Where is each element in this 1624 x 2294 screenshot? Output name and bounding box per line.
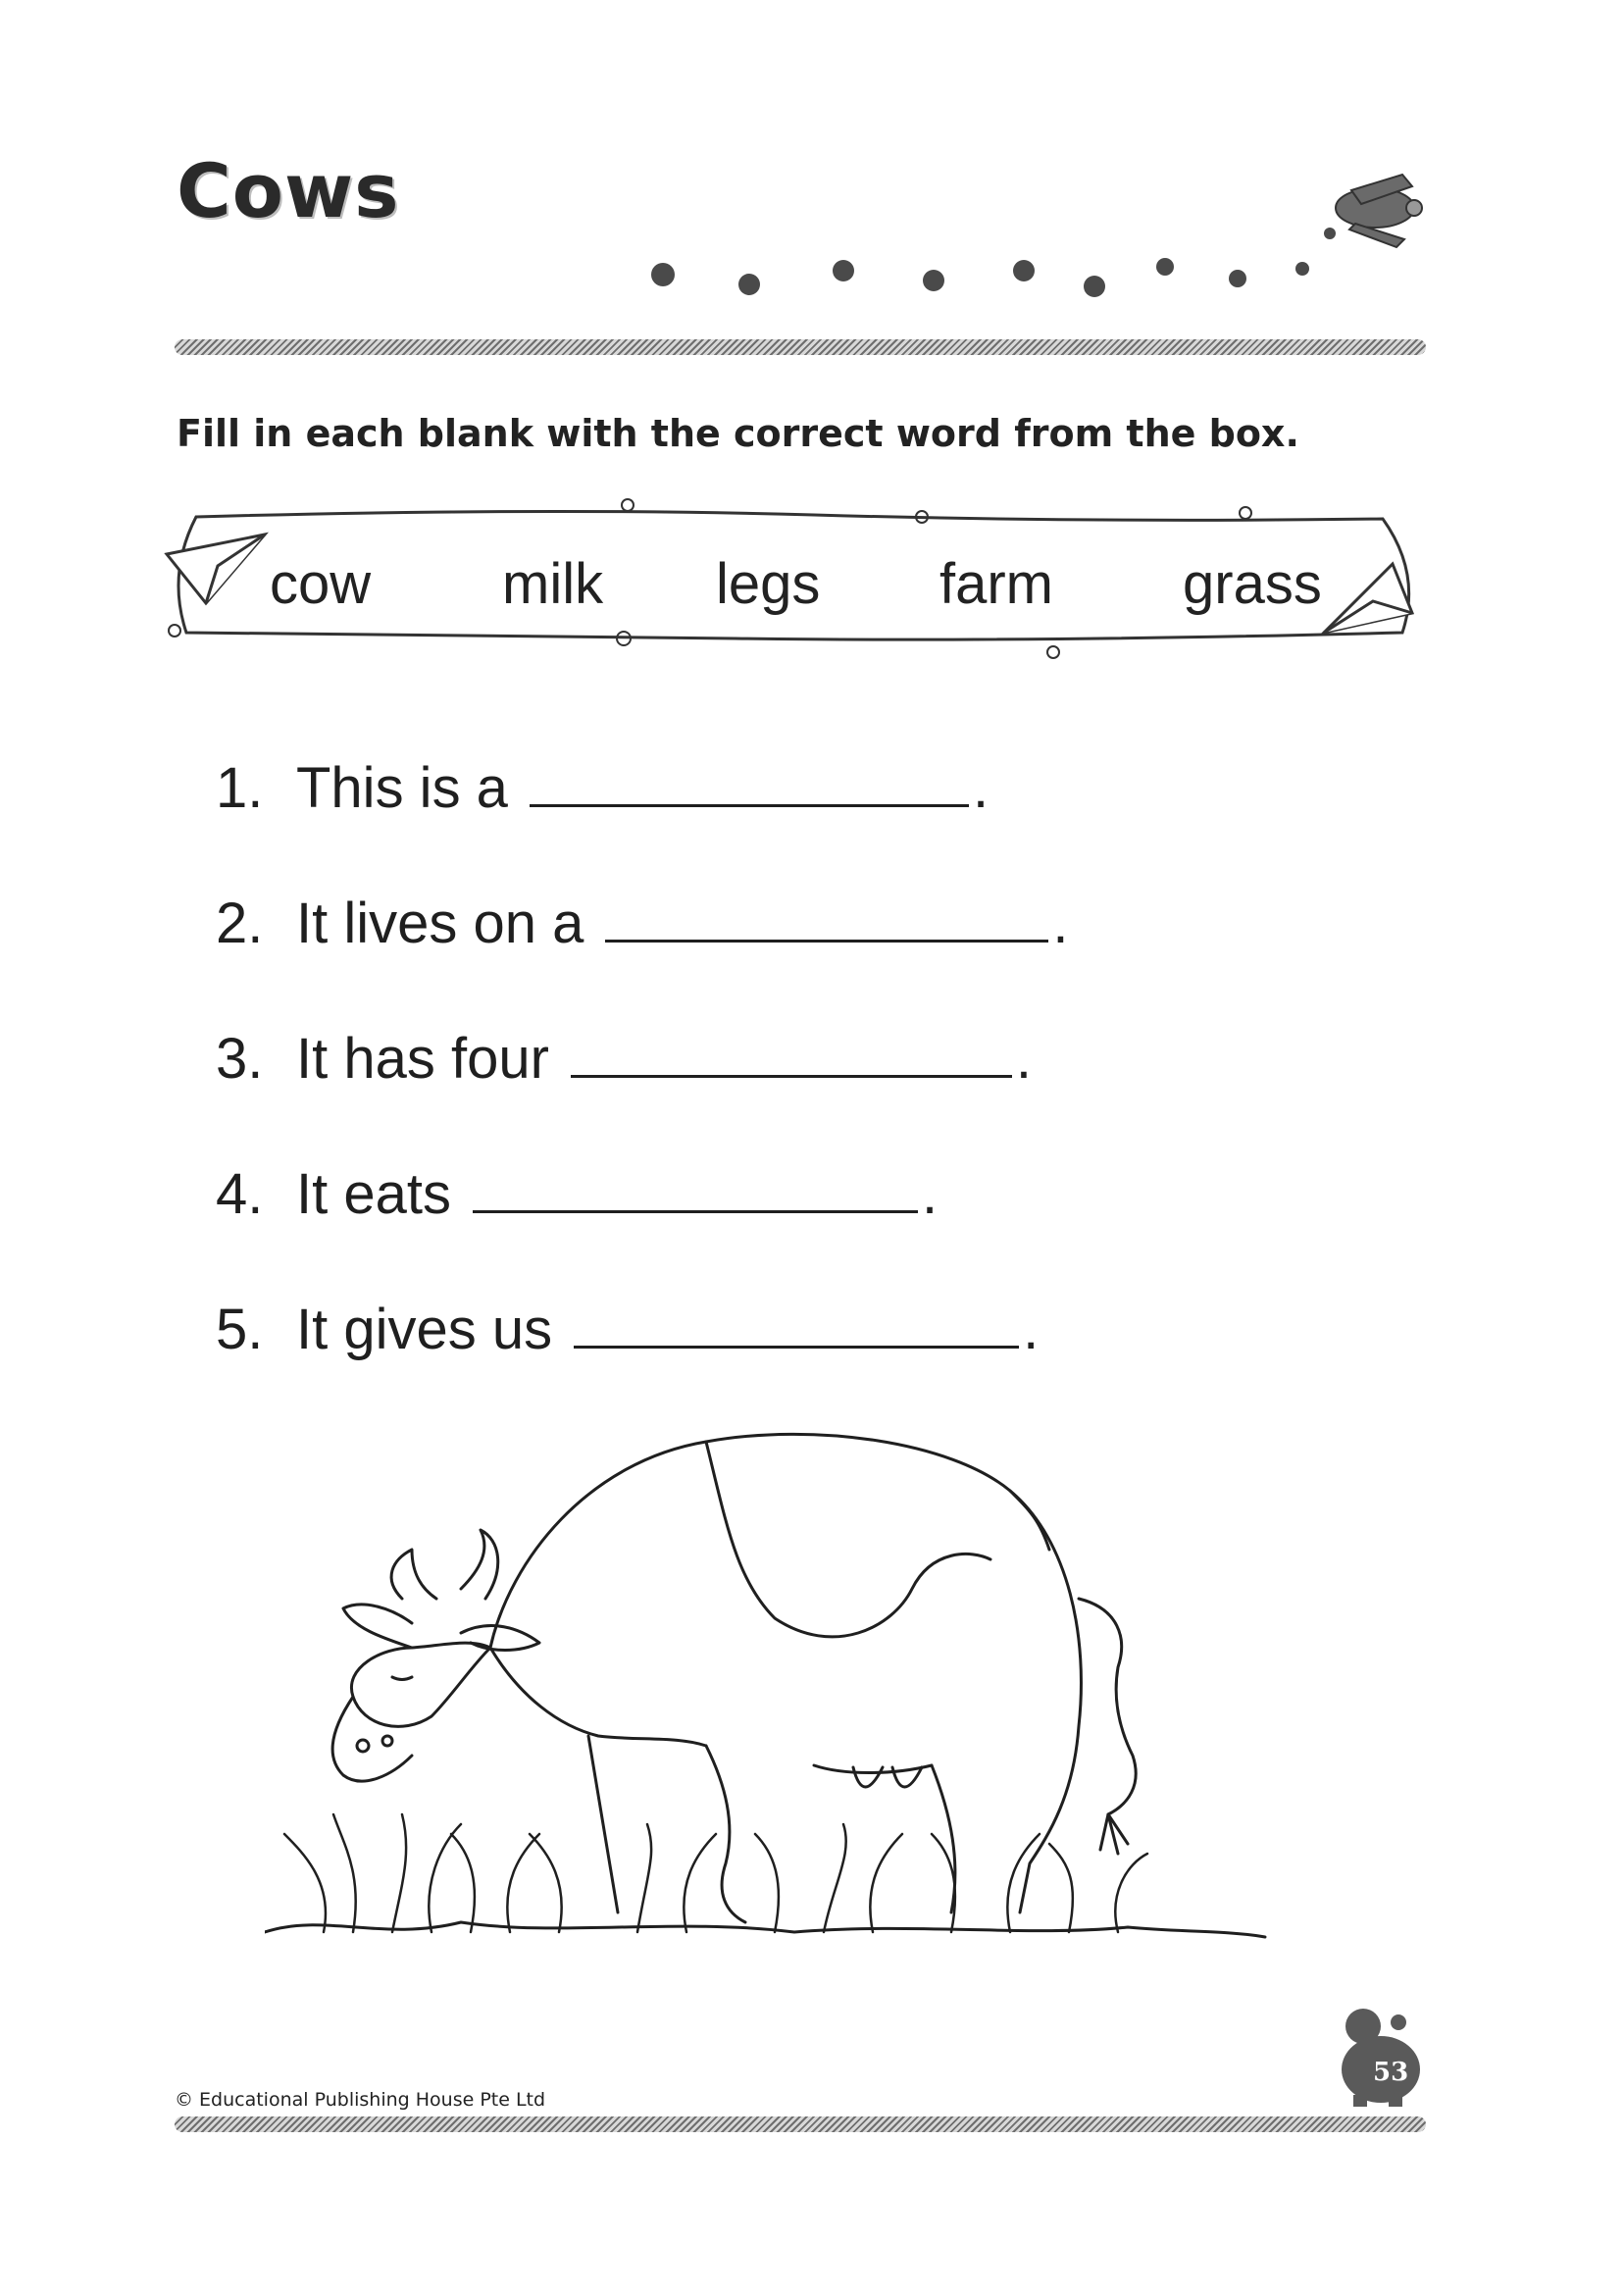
answer-blank[interactable] [473,1171,918,1213]
cow-grazing-illustration [265,1402,1285,1971]
question-row [216,1161,938,1240]
word-box-item: legs [716,552,821,616]
answer-blank[interactable] [605,900,1048,943]
bottom-divider [175,2116,1426,2132]
page-number: 53 [1373,2058,1409,2087]
answer-blank[interactable] [574,1306,1019,1349]
question-end: . [1023,1298,1040,1361]
question-number: 5. [216,1298,264,1361]
question-row [216,1026,1032,1104]
question-text: It lives on a [296,892,584,955]
question-number: 2. [216,892,264,955]
instruction-text: Fill in each blank with the correct word from the box. [177,412,1299,455]
question-text: This is a [296,756,508,820]
question-end: . [921,1162,939,1226]
question-end: . [972,756,990,820]
paper-plane-icon [1324,564,1412,633]
question-row [216,755,989,834]
question-row [216,891,1069,969]
question-text: It eats [296,1162,451,1226]
answer-blank[interactable] [530,765,969,807]
word-box-item: farm [939,552,1053,616]
puff-trail-icon [651,228,1336,297]
question-number: 4. [216,1162,264,1226]
question-row [216,1297,1039,1375]
word-box-item: grass [1183,552,1322,616]
question-text: It gives us [296,1298,553,1361]
airplane-icon [628,165,1432,312]
question-end: . [1015,1027,1033,1091]
top-divider [175,339,1426,355]
question-text: It has four [296,1027,549,1091]
mascot-icon [1324,2001,1432,2109]
question-number: 3. [216,1027,264,1091]
copyright-text: © Educational Publishing House Pte Ltd [175,2089,546,2111]
question-number: 1. [216,756,264,820]
word-box-item: cow [270,552,372,616]
paper-plane-icon [167,535,265,603]
word-box-item: milk [502,552,604,616]
answer-blank[interactable] [571,1036,1012,1078]
question-end: . [1052,892,1069,955]
page-title: Cows [177,147,400,234]
